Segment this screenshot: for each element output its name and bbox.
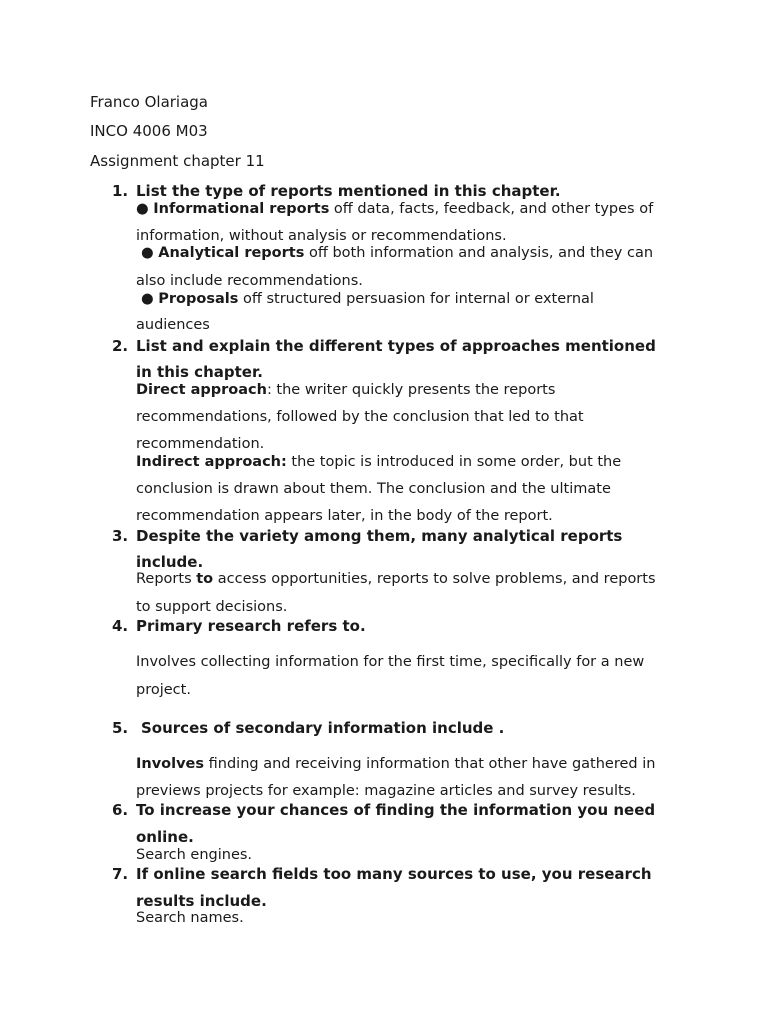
list-item: ● Informational reports off data, facts, feedback, and other types of — [136, 201, 654, 217]
question-2-line-2: in this chapter. — [136, 363, 263, 381]
question-number: 4. — [112, 617, 129, 635]
list-item: ● Proposals off structured persuasion for internal or external — [141, 291, 594, 307]
question-number: 1. — [112, 182, 129, 200]
term: Indirect approach: — [136, 454, 287, 470]
answer-text: also include recommendations. — [136, 273, 363, 289]
term: Direct approach — [136, 382, 267, 398]
question-3-line-1: Despite the variety among them, many analytical reports — [136, 527, 623, 545]
answer-text: audiences — [136, 317, 210, 333]
question-number: 2. — [112, 337, 129, 355]
answer-text: Involves collecting information for the first time, specifically for a new — [136, 654, 645, 670]
question-number: 3. — [112, 527, 129, 545]
answer-text: Search names. — [136, 910, 244, 926]
term: Analytical reports — [158, 245, 305, 261]
question-7-line-2: results include. — [136, 892, 267, 910]
answer-text: Reports to access opportunities, reports to solve problems, and reports — [136, 571, 656, 587]
question-1: List the type of reports mentioned in this chapter. — [136, 182, 561, 200]
term: Informational reports — [153, 201, 330, 217]
answer-text: recommendation appears later, in the body of the report. — [136, 508, 553, 524]
bullet-icon: ● — [141, 291, 154, 307]
question-number: 7. — [112, 865, 129, 883]
answer-text: recommendation. — [136, 436, 265, 452]
answer-text: project. — [136, 682, 191, 698]
author-name: Franco Olariaga — [90, 93, 209, 111]
question-5: Sources of secondary information include . — [141, 719, 505, 737]
bullet-icon: ● — [141, 245, 154, 261]
answer-text: Search engines. — [136, 847, 253, 863]
question-3-line-2: include. — [136, 553, 204, 571]
question-6-line-2: online. — [136, 828, 194, 846]
answer-text: information, without analysis or recommendations. — [136, 228, 507, 244]
answer-text: previews projects for example: magazine articles and survey results. — [136, 783, 636, 799]
answer-text: to support decisions. — [136, 599, 288, 615]
answer-text: Indirect approach: the topic is introduced in some order, but the — [136, 454, 622, 470]
answer-text: Involves finding and receiving information that other have gathered in — [136, 756, 656, 772]
question-2-line-1: List and explain the different types of approaches mentioned — [136, 337, 656, 355]
question-number: 5. — [112, 719, 129, 737]
question-7-line-1: If online search fields too many sources to use, you research — [136, 865, 652, 883]
question-6-line-1: To increase your chances of finding the information you need — [136, 801, 656, 819]
question-number: 6. — [112, 801, 129, 819]
question-4: Primary research refers to. — [136, 617, 366, 635]
list-item: ● Analytical reports off both information and analysis, and they can — [141, 245, 654, 261]
bullet-icon: ● — [136, 201, 149, 217]
term: Proposals — [158, 291, 239, 307]
answer-text: recommendations, followed by the conclusion that led to that — [136, 409, 584, 425]
course-code: INCO 4006 M03 — [90, 122, 208, 140]
answer-text: conclusion is drawn about them. The conclusion and the ultimate — [136, 481, 611, 497]
assignment-title: Assignment chapter 11 — [90, 152, 265, 170]
answer-text: Direct approach: the writer quickly presents the reports — [136, 382, 556, 398]
